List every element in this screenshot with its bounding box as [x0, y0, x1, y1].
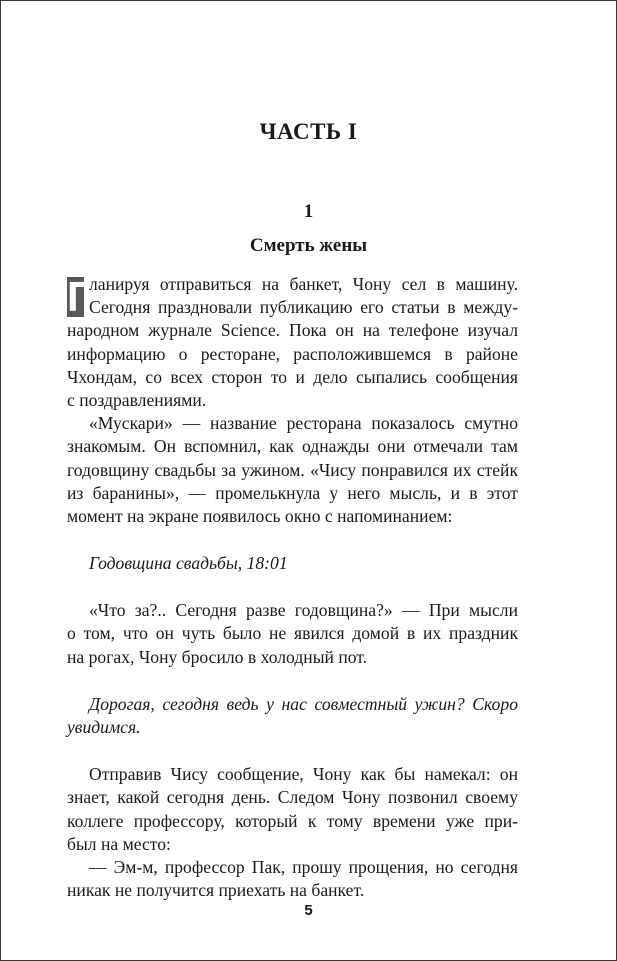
text-line: ланируя отправиться на банкет, Чону сел в машину.: [89, 274, 518, 294]
text-line: никак не получится приехать на банкет.: [67, 880, 365, 901]
chapter-number: 1: [303, 201, 314, 222]
paragraph-4: [67, 763, 518, 856]
reminder-text: [67, 552, 518, 575]
drop-cap: П: [67, 273, 98, 320]
paragraph-1: [67, 273, 518, 412]
text-line: Сегодня праздновали публикацию его статьи в между-: [89, 297, 518, 318]
chapter-title: Смерть жены: [249, 235, 368, 256]
paragraph-2: [67, 412, 518, 528]
text-line: был на место:: [67, 833, 171, 854]
text-line: годовщину свадьбы за ужином. «Чису понравился их стейк: [67, 459, 518, 480]
text-line: из баранины», — промелькнула у него мысль, и в этот: [67, 482, 518, 503]
paragraph-5: [67, 856, 518, 902]
text-line: Годовщина свадьбы, 18:01: [89, 553, 288, 574]
text-line: народном журнале Science. Пока он на телефоне изучал: [67, 320, 518, 341]
text-line: Чхондам, со всех сторон то и дело сыпались сообщения: [67, 366, 518, 387]
text-line: «Мускари» — название ресторана показалось смутно: [89, 413, 518, 434]
chapter-body: [67, 273, 518, 902]
text-line: — Эм-м, профессор Пак, прошу прощения, но сегодня: [89, 856, 518, 877]
text-line: увидимся.: [67, 717, 141, 737]
part-title: ЧАСТЬ I: [259, 119, 358, 144]
text-line: о том, что он чуть было не явился домой в их праздник: [67, 623, 518, 644]
text-line: «Что за?.. Сегодня разве годовщина?» — При мысли: [89, 600, 518, 621]
text-line: с поздравлениями.: [67, 389, 207, 410]
text-line: коллеге профессору, который к тому времени уже при-: [67, 810, 518, 831]
text-line: знает, какой сегодня день. Следом Чону позвонил своему: [67, 787, 518, 808]
text-line: момент на экране появилось окно с напоминанием:: [67, 505, 453, 526]
page-number: 5: [304, 902, 313, 919]
message-text: [67, 693, 518, 739]
text-line: Дорогая, сегодня ведь у нас совместный ужин? Скоро: [89, 693, 518, 714]
text-line: информацию о ресторане, расположившемся в районе: [67, 343, 518, 364]
text-line: на рогах, Чону бросило в холодный пот.: [67, 646, 368, 667]
text-line: Отправив Чису сообщение, Чону как бы намекал: он: [89, 764, 518, 785]
paragraph-3: [67, 599, 518, 669]
text-line: знакомым. Он вспомнил, как однажды они отмечали там: [67, 436, 518, 457]
